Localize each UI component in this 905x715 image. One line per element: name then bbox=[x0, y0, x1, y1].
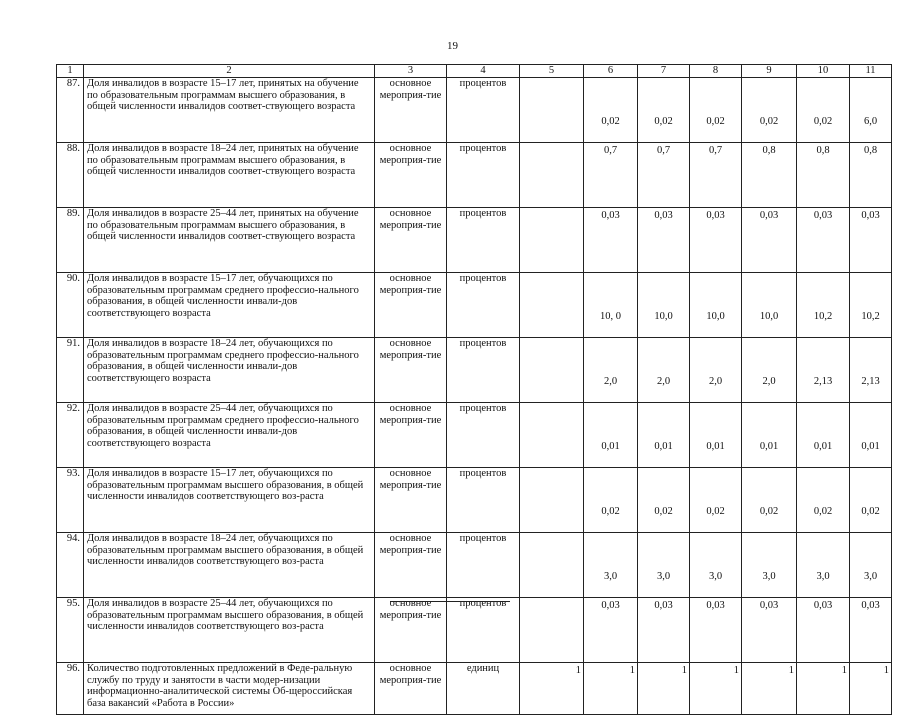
value-cell-col5 bbox=[520, 143, 584, 208]
value-cell: 0,02 bbox=[850, 468, 892, 533]
value-cell: 3,0 bbox=[797, 533, 850, 598]
measure-type: основное мероприя-тие bbox=[375, 403, 447, 468]
value-cell-col5 bbox=[520, 208, 584, 273]
value-cell: 0,03 bbox=[797, 208, 850, 273]
measure-type: основное мероприя-тие bbox=[375, 208, 447, 273]
value-cell: 0,02 bbox=[797, 78, 850, 143]
value-cell: 6,0 bbox=[850, 78, 892, 143]
value-cell: 0,03 bbox=[797, 598, 850, 663]
value-cell: 0,03 bbox=[742, 598, 797, 663]
value-cell: 2,0 bbox=[638, 338, 690, 403]
value-cell-col5 bbox=[520, 598, 584, 663]
indicator-name: Доля инвалидов в возрасте 18–24 лет, принятых на обучение по образовательным программам высшего образования, в общей численности инвалидов соответ-ствующего возраста bbox=[84, 143, 375, 208]
value-cell: 0,02 bbox=[638, 468, 690, 533]
value-cell: 2,0 bbox=[742, 338, 797, 403]
value-cell: 0,8 bbox=[850, 143, 892, 208]
indicator-name: Доля инвалидов в возрасте 15–17 лет, обучающихся по образовательным программам среднего профессио-нального образования, в общей численности инвали-дов соответствующего возраста bbox=[84, 273, 375, 338]
value-cell-col5 bbox=[520, 468, 584, 533]
footer-divider bbox=[390, 601, 510, 602]
value-cell: 0,03 bbox=[690, 598, 742, 663]
unit-of-measure: процентов bbox=[447, 78, 520, 143]
row-number: 94. bbox=[57, 533, 84, 598]
column-header: 6 bbox=[584, 65, 638, 78]
value-cell: 0,8 bbox=[797, 143, 850, 208]
row-number: 88. bbox=[57, 143, 84, 208]
table-row bbox=[57, 598, 892, 663]
value-cell-col5: 1 bbox=[520, 663, 584, 715]
column-header: 7 bbox=[638, 65, 690, 78]
value-cell: 3,0 bbox=[742, 533, 797, 598]
unit-of-measure: процентов bbox=[447, 598, 520, 663]
value-cell: 0,01 bbox=[638, 403, 690, 468]
value-cell: 2,0 bbox=[584, 338, 638, 403]
value-cell: 0,01 bbox=[690, 403, 742, 468]
column-header-row bbox=[57, 65, 892, 78]
measure-type: основное мероприя-тие bbox=[375, 78, 447, 143]
value-cell: 0,03 bbox=[584, 208, 638, 273]
value-cell: 10,2 bbox=[797, 273, 850, 338]
value-cell: 0,03 bbox=[638, 598, 690, 663]
table-row bbox=[57, 468, 892, 533]
value-cell: 0,02 bbox=[742, 78, 797, 143]
value-cell: 0,02 bbox=[797, 468, 850, 533]
indicator-name: Доля инвалидов в возрасте 15–17 лет, принятых на обучение по образовательным программам высшего образования, в общей численности инвалидов соответ-ствующего возраста bbox=[84, 78, 375, 143]
value-cell: 1 bbox=[742, 663, 797, 715]
measure-type: основное мероприя-тие bbox=[375, 533, 447, 598]
value-cell: 0,7 bbox=[584, 143, 638, 208]
measure-type: основное мероприя-тие bbox=[375, 663, 447, 715]
column-header: 4 bbox=[447, 65, 520, 78]
column-header: 11 bbox=[850, 65, 892, 78]
value-cell: 0,01 bbox=[742, 403, 797, 468]
column-header: 5 bbox=[520, 65, 584, 78]
measure-type: основное мероприя-тие bbox=[375, 598, 447, 663]
row-number: 91. bbox=[57, 338, 84, 403]
value-cell-col5 bbox=[520, 338, 584, 403]
value-cell-col5 bbox=[520, 273, 584, 338]
indicator-name: Доля инвалидов в возрасте 25–44 лет, принятых на обучение по образовательным программам высшего образования, в общей численности инвалидов соответ-ствующего возраста bbox=[84, 208, 375, 273]
value-cell: 1 bbox=[638, 663, 690, 715]
value-cell: 10,0 bbox=[638, 273, 690, 338]
value-cell-col5 bbox=[520, 533, 584, 598]
value-cell: 0,01 bbox=[850, 403, 892, 468]
value-cell: 10,2 bbox=[850, 273, 892, 338]
value-cell: 0,03 bbox=[690, 208, 742, 273]
table-body bbox=[57, 78, 892, 715]
value-cell: 2,0 bbox=[690, 338, 742, 403]
row-number: 90. bbox=[57, 273, 84, 338]
unit-of-measure: процентов bbox=[447, 468, 520, 533]
column-header: 8 bbox=[690, 65, 742, 78]
row-number: 92. bbox=[57, 403, 84, 468]
value-cell: 0,7 bbox=[690, 143, 742, 208]
unit-of-measure: процентов bbox=[447, 273, 520, 338]
row-number: 96. bbox=[57, 663, 84, 715]
indicator-name: Доля инвалидов в возрасте 25–44 лет, обучающихся по образовательным программам среднего профессио-нального образования, в общей численности инвали-дов соответствующего возраста bbox=[84, 403, 375, 468]
value-cell: 2,13 bbox=[797, 338, 850, 403]
value-cell: 1 bbox=[850, 663, 892, 715]
value-cell: 0,02 bbox=[638, 78, 690, 143]
column-header: 2 bbox=[84, 65, 375, 78]
indicator-name: Доля инвалидов в возрасте 25–44 лет, обучающихся по образовательным программам высшего образования, в общей численности инвалидов соответствующего воз-раста bbox=[84, 598, 375, 663]
value-cell: 10,0 bbox=[742, 273, 797, 338]
table-row bbox=[57, 338, 892, 403]
row-number: 89. bbox=[57, 208, 84, 273]
column-header: 9 bbox=[742, 65, 797, 78]
value-cell: 0,02 bbox=[584, 468, 638, 533]
table-row bbox=[57, 143, 892, 208]
row-number: 93. bbox=[57, 468, 84, 533]
table-row bbox=[57, 663, 892, 715]
measure-type: основное мероприя-тие bbox=[375, 143, 447, 208]
value-cell: 10,0 bbox=[690, 273, 742, 338]
value-cell: 1 bbox=[797, 663, 850, 715]
value-cell: 1 bbox=[690, 663, 742, 715]
row-number: 87. bbox=[57, 78, 84, 143]
indicator-name: Доля инвалидов в возрасте 15–17 лет, обучающихся по образовательным программам высшего образования, в общей численности инвалидов соответствующего воз-раста bbox=[84, 468, 375, 533]
value-cell: 3,0 bbox=[584, 533, 638, 598]
measure-type: основное мероприя-тие bbox=[375, 468, 447, 533]
column-header: 3 bbox=[375, 65, 447, 78]
value-cell: 0,03 bbox=[584, 598, 638, 663]
column-header: 1 bbox=[57, 65, 84, 78]
value-cell: 0,02 bbox=[690, 468, 742, 533]
value-cell-col5 bbox=[520, 78, 584, 143]
value-cell-col5 bbox=[520, 403, 584, 468]
row-number: 95. bbox=[57, 598, 84, 663]
value-cell: 3,0 bbox=[638, 533, 690, 598]
table-row bbox=[57, 208, 892, 273]
value-cell: 0,02 bbox=[742, 468, 797, 533]
value-cell: 1 bbox=[584, 663, 638, 715]
column-header: 10 bbox=[797, 65, 850, 78]
value-cell: 0,02 bbox=[690, 78, 742, 143]
indicator-name: Доля инвалидов в возрасте 18–24 лет, обучающихся по образовательным программам высшего образования, в общей численности инвалидов соответствующего воз-раста bbox=[84, 533, 375, 598]
unit-of-measure: процентов bbox=[447, 338, 520, 403]
measure-type: основное мероприя-тие bbox=[375, 273, 447, 338]
unit-of-measure: процентов bbox=[447, 403, 520, 468]
indicator-name: Количество подготовленных предложений в Феде-ральную службу по труду и занятости в части модер-низации информационно-аналитической системы Об-щероссийская база вакансий «Работа в России» bbox=[84, 663, 375, 715]
value-cell: 0,02 bbox=[584, 78, 638, 143]
unit-of-measure: процентов bbox=[447, 143, 520, 208]
table-row bbox=[57, 273, 892, 338]
unit-of-measure: процентов bbox=[447, 533, 520, 598]
table-row bbox=[57, 533, 892, 598]
value-cell: 0,03 bbox=[850, 208, 892, 273]
value-cell: 3,0 bbox=[690, 533, 742, 598]
value-cell: 3,0 bbox=[850, 533, 892, 598]
value-cell: 0,7 bbox=[638, 143, 690, 208]
value-cell: 0,03 bbox=[742, 208, 797, 273]
value-cell: 0,01 bbox=[797, 403, 850, 468]
indicator-name: Доля инвалидов в возрасте 18–24 лет, обучающихся по образовательным программам среднего профессио-нального образования, в общей численности инвали-дов соответствующего возраста bbox=[84, 338, 375, 403]
value-cell: 0,01 bbox=[584, 403, 638, 468]
table-row bbox=[57, 78, 892, 143]
indicators-table bbox=[56, 64, 892, 715]
value-cell: 2,13 bbox=[850, 338, 892, 403]
value-cell: 0,8 bbox=[742, 143, 797, 208]
unit-of-measure: процентов bbox=[447, 208, 520, 273]
unit-of-measure: единиц bbox=[447, 663, 520, 715]
measure-type: основное мероприя-тие bbox=[375, 338, 447, 403]
value-cell: 10, 0 bbox=[584, 273, 638, 338]
value-cell: 0,03 bbox=[850, 598, 892, 663]
page-number: 19 bbox=[447, 40, 458, 52]
table-row bbox=[57, 403, 892, 468]
value-cell: 0,03 bbox=[638, 208, 690, 273]
